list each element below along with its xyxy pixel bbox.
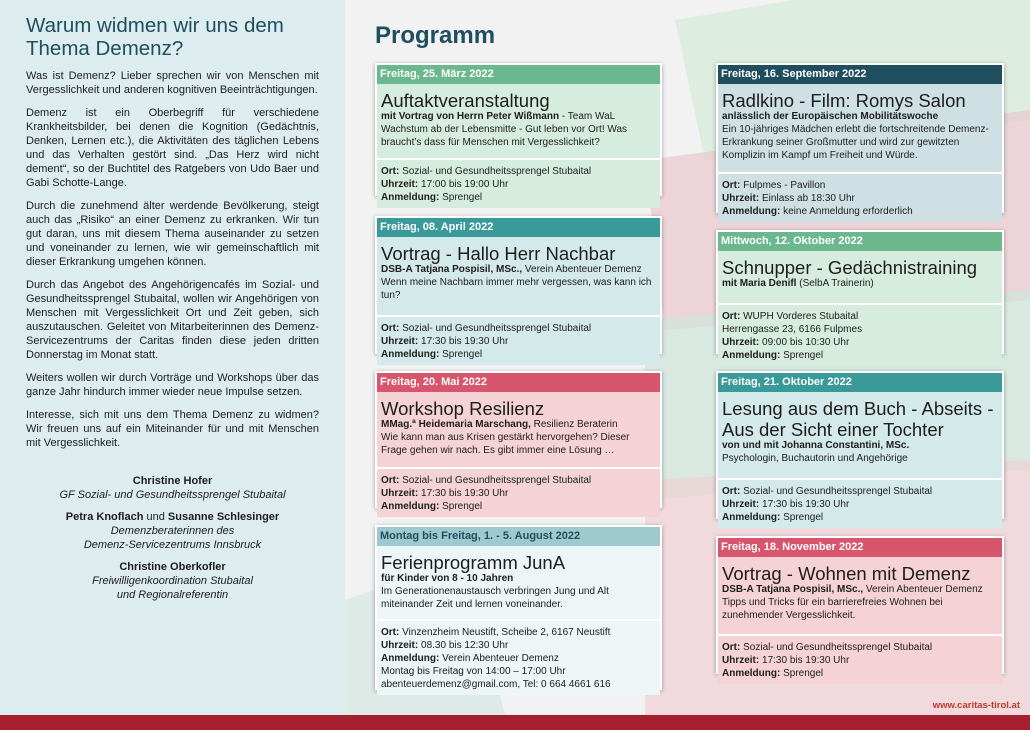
event-date: Freitag, 08. April 2022 <box>377 218 660 237</box>
event-registration: Anmeldung: Sprengel <box>381 501 483 512</box>
event-speaker: von und mit Johanna Constantini, MSc. <box>722 440 910 451</box>
event-registration: Anmeldung: Verein Abenteuer Demenz <box>381 653 559 664</box>
event-card <box>716 63 1004 217</box>
event-description: Wenn meine Nachbarn immer mehr vergessen, was kann ich tun? <box>381 277 652 301</box>
intro-paragraph: Durch das Angebot des Angehörigencafés im Sozial- und Gesundheitssprengel Stubaital, wollen wir Angehörigen von Menschen mit Vergesslichkeit Ort und Zeit geben, sich auszutauschen. Geleitet von Mitarbeiterinnen des Demenz-Servicezentrums der Caritas finden diese jeden dritten Donnerstag im Monat statt. <box>26 279 319 361</box>
event-contact: abenteuerdemenz@gmail.com, Tel: 0 664 4661 616 <box>381 679 611 690</box>
event-registration: Anmeldung: keine Anmeldung erforderlich <box>722 206 913 217</box>
event-date: Freitag, 25. März 2022 <box>377 65 660 84</box>
event-location: Ort: Sozial- und Gesundheitssprengel Stubaital <box>722 486 933 497</box>
event-title: Ferienprogramm JunA <box>381 552 566 573</box>
event-location: Ort: Vinzenzheim Neustift, Scheibe 2, 6167 Neustift <box>381 627 611 638</box>
intro-paragraph: Interesse, sich mit uns dem Thema Demenz zu widmen? Wir freuen uns auf ein Miteinander für und mit Menschen mit Vergesslichkeit. <box>26 409 319 449</box>
event-occasion: anlässlich der Europäischen Mobilitätswoche <box>722 111 939 122</box>
event-speaker: DSB-A Tatjana Pospisil, MSc., Verein Abenteuer Demenz <box>722 584 983 595</box>
event-speaker: DSB-A Tatjana Pospisil, MSc., Verein Abenteuer Demenz <box>381 264 642 275</box>
intro-paragraph: Durch die zunehmend älter werdende Bevölkerung, steigt auch das „Risiko“ an einer Demenz zu erkranken. Wir tun gut daran, uns mit diesem Thema auseinander zu setzen und voneinander zu lernen, wie wir gemeinschaftlich mit dieser Erkrankung umgehen können. <box>26 200 319 268</box>
signer-role: GF Sozial- und Gesundheitssprengel Stubaital <box>59 489 286 501</box>
event-title: Workshop Resilienz <box>381 398 545 419</box>
event-date: Freitag, 20. Mai 2022 <box>377 373 660 392</box>
footer-url[interactable]: www.caritas-tirol.at <box>932 700 1020 711</box>
event-time: Uhrzeit: 09:00 bis 10:30 Uhr <box>722 337 850 348</box>
event-card <box>716 230 1004 361</box>
event-description: Ein 10-jähriges Mädchen erlebt die fortschreitende Demenz-Erkrankung seiner Großmutter und wird zur gewitzten Komplizin im Kampf um Freiheit und Würde. <box>722 124 989 161</box>
event-date: Mittwoch, 12. Oktober 2022 <box>718 232 1002 251</box>
event-description: Im Generationenaustausch verbringen Jung und Alt miteinander Zeit und lernen voneinander. <box>381 586 609 610</box>
signer-name <box>26 510 319 524</box>
event-location: Ort: WUPH Vorderes Stubaital <box>722 311 859 322</box>
event-time: Uhrzeit: Einlass ab 18:30 Uhr <box>722 193 855 204</box>
event-location: Ort: Sozial- und Gesundheitssprengel Stubaital <box>381 475 592 486</box>
signer-role: Demenzberaterinnen des <box>110 525 235 537</box>
event-registration: Anmeldung: Sprengel <box>381 349 483 360</box>
event-registration: Anmeldung: Sprengel <box>381 192 483 203</box>
event-date: Freitag, 21. Oktober 2022 <box>718 373 1002 392</box>
signer-name-a: Petra Knoflach <box>65 511 144 523</box>
event-time: Uhrzeit: 17:30 bis 19:30 Uhr <box>381 336 509 347</box>
event-audience: für Kinder von 8 - 10 Jahren <box>381 573 514 584</box>
event-time: Uhrzeit: 17:30 bis 19:30 Uhr <box>381 488 509 499</box>
event-description: Wie kann man aus Krisen gestärkt hervorgehen? Dieser Frage gehen wir nach. Es gibt immer eine Lösung … <box>381 432 630 456</box>
event-registration: Anmeldung: Sprengel <box>722 668 824 679</box>
signatures <box>26 474 319 602</box>
event-title: Lesung aus dem Buch - Abseits - Aus der Sicht einer Tochter <box>722 398 994 440</box>
program-title: Programm <box>375 22 496 49</box>
event-registration: Anmeldung: Sprengel <box>722 512 824 523</box>
signer-and: und <box>146 511 165 523</box>
footer-bar <box>0 715 1030 730</box>
event-card <box>375 371 662 512</box>
intro-heading: Warum widmen wir uns dem Thema Demenz? <box>26 14 284 60</box>
event-registration: Anmeldung: Sprengel <box>722 350 824 361</box>
event-speaker: MMag.ª Heidemaria Marschang, Resilienz Beraterin <box>381 419 618 430</box>
event-description: Tipps und Tricks für ein barrierefreies Wohnen bei zunehmender Vergesslichkeit. <box>722 597 943 621</box>
event-date: Montag bis Freitag, 1. - 5. August 2022 <box>377 527 660 546</box>
event-description: Psychologin, Buchautorin und Angehörige <box>722 453 908 464</box>
event-location: Ort: Fulpmes - Pavillon <box>722 180 826 191</box>
event-speaker: mit Maria Denifl (SelbA Trainerin) <box>722 278 874 289</box>
event-card <box>375 525 662 690</box>
event-extra-info: Montag bis Freitag von 14:00 – 17:00 Uhr <box>381 666 566 677</box>
event-location: Ort: Sozial- und Gesundheitssprengel Stubaital <box>381 323 592 334</box>
event-title: Radlkino - Film: Romys Salon <box>722 90 966 111</box>
intro-paragraph: Weiters wollen wir durch Vorträge und Workshops über das ganze Jahr hindurch immer wieder neue Impulse setzen. <box>26 372 319 398</box>
signer-name: Christine Hofer <box>132 475 213 487</box>
event-title: Auftaktveranstaltung <box>381 90 550 111</box>
event-card <box>716 371 1004 523</box>
event-date: Freitag, 18. November 2022 <box>718 538 1002 557</box>
event-time: Uhrzeit: 17:30 bis 19:30 Uhr <box>722 655 850 666</box>
event-card <box>375 216 662 360</box>
event-time: Uhrzeit: 08.30 bis 12:30 Uhr <box>381 640 509 651</box>
event-speaker: mit Vortrag von Herrn Peter Wißmann - Team WaL Wachstum ab der Lebensmitte - Gut leben vor Ort! Was braucht’s dass für Menschen mit Vergesslichkeit? <box>381 111 628 148</box>
signer-role: Freiwilligenkoordination Stubaital <box>92 575 253 587</box>
signer-name-b: Susanne Schlesinger <box>167 511 280 523</box>
intro-paragraph: Demenz ist ein Oberbegriff für verschiedene Krankheitsbilder, bei denen die Kognition (Gedächtnis, Denken, Lernen etc.), die Aktivitäten des täglichen Lebens und das Verhalten gestört sind. „Das Herz wird nicht dement“, so der Buchtitel des Ratgebers von Udo Baer und Gabi Schotte-Lange. <box>26 107 319 189</box>
intro-paragraph: Was ist Demenz? Lieber sprechen wir von Menschen mit Vergesslichkeit und anderen kognitiven Beeinträchtigungen. <box>26 70 319 96</box>
event-card <box>375 63 662 203</box>
signer-name: Christine Oberkofler <box>119 561 226 573</box>
event-time: Uhrzeit: 17:00 bis 19:00 Uhr <box>381 179 509 190</box>
signer-role: Demenz-Servicezentrums Innsbruck <box>83 539 262 551</box>
event-card <box>716 536 1004 679</box>
event-time: Uhrzeit: 17:30 bis 19:30 Uhr <box>722 499 850 510</box>
signer-role: und Regionalreferentin <box>116 589 229 601</box>
event-date: Freitag, 16. September 2022 <box>718 65 1002 84</box>
event-location: Ort: Sozial- und Gesundheitssprengel Stubaital <box>381 166 592 177</box>
event-title: Vortrag - Hallo Herr Nachbar <box>381 243 616 264</box>
event-location: Ort: Sozial- und Gesundheitssprengel Stubaital <box>722 642 933 653</box>
event-title: Vortrag - Wohnen mit Demenz <box>722 563 971 584</box>
intro-panel <box>0 0 345 730</box>
event-title: Schnupper - Gedächnistraining <box>722 257 978 278</box>
event-address: Herrengasse 23, 6166 Fulpmes <box>722 324 863 335</box>
